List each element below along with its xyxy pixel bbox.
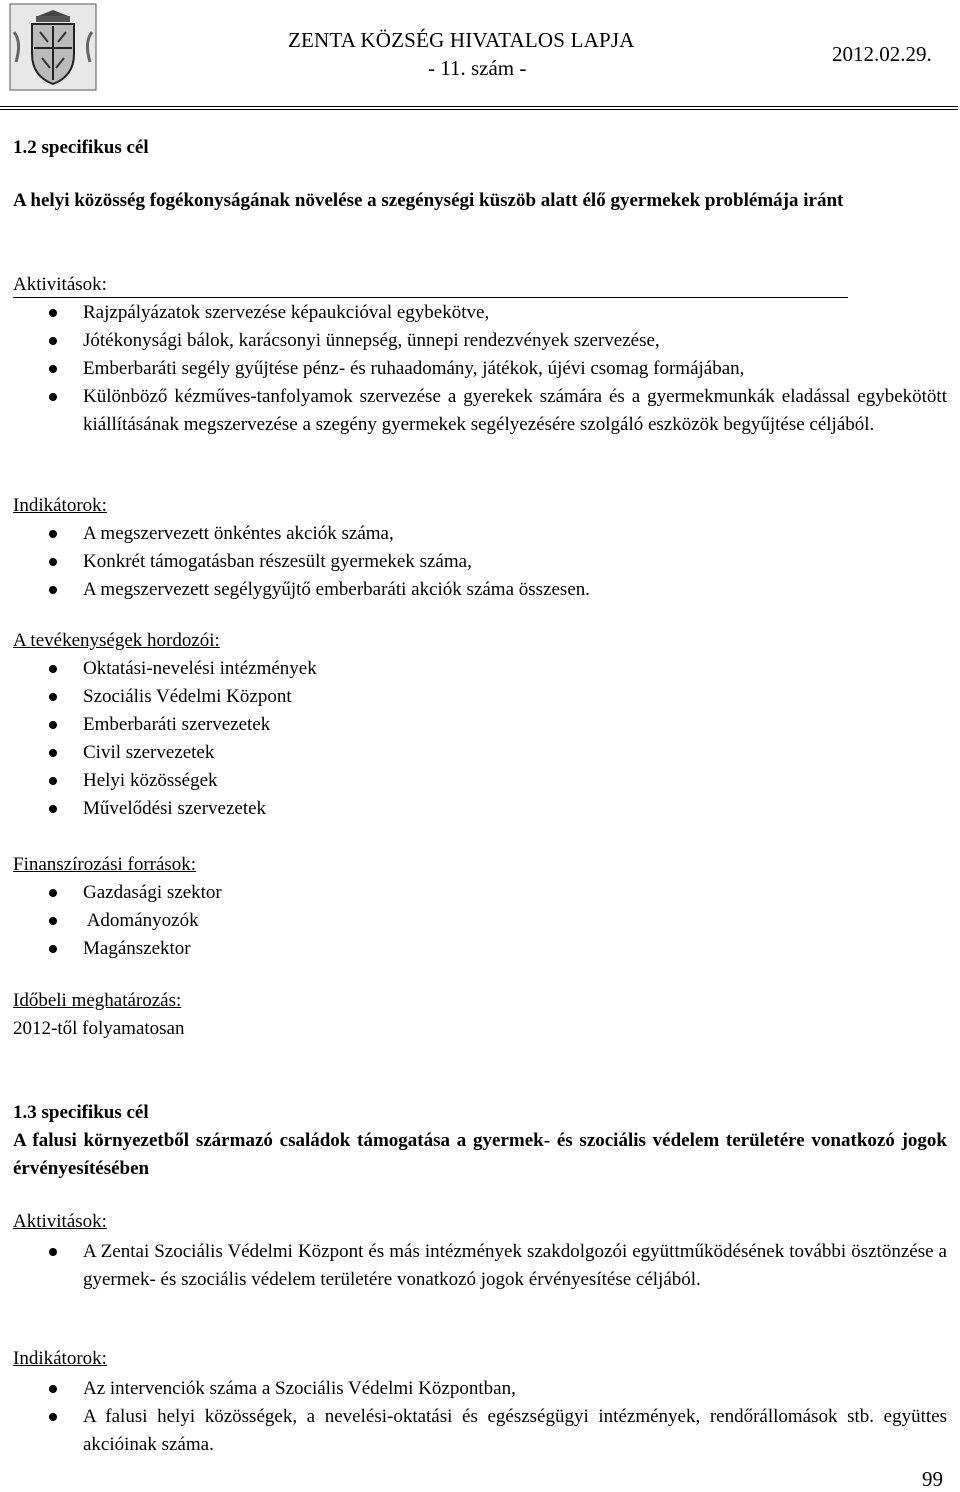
section-1-2-goal: A helyi közösség fogékonyságának növelése a szegénységi küszöb alatt élő gyermekek problémája iránt xyxy=(13,190,844,211)
indicators-label: Indikátorok: xyxy=(13,1348,107,1369)
section-1-3-goal: A falusi környezetből származó családok támogatása a gyermek- és szociális védelem területére vonatkozó jogok érvényesítésében xyxy=(13,1130,947,1179)
list-item: A megszervezett segélygyűjtő emberbaráti akciók száma összesen. xyxy=(13,576,947,604)
section-1-2-activities xyxy=(13,271,947,439)
section-1-2-carriers xyxy=(13,627,947,823)
list-item: Különböző kézműves-tanfolyamok szervezése a gyerekek számára és a gyermekmunkák eladással egybekötött kiállításának megszervezése a szegény gyermekek segélyezésére szolgáló eszközök begyűjtése céljából. xyxy=(13,383,947,439)
list-item: Jótékonysági bálok, karácsonyi ünnepség, ünnepi rendezvények szervezése, xyxy=(13,327,947,355)
section-1-2-funding xyxy=(13,851,947,963)
coat-of-arms-icon xyxy=(6,2,100,92)
section-1-3-indicators xyxy=(13,1345,947,1459)
section-1-2-indicators xyxy=(13,492,947,604)
funding-list xyxy=(13,879,947,963)
header-date: 2012.02.29. xyxy=(832,42,932,66)
list-item: Oktatási-nevelési intézmények xyxy=(13,655,947,683)
list-item: Magánszektor xyxy=(13,935,947,963)
list-item: Civil szervezetek xyxy=(13,739,947,767)
list-item: Emberbaráti szervezetek xyxy=(13,711,947,739)
indicators-list xyxy=(13,1375,947,1459)
page-number: 99 xyxy=(922,1467,943,1491)
list-item: Emberbaráti segély gyűjtése pénz- és ruhaadomány, játékok, újévi csomag formájában, xyxy=(13,355,947,383)
section-1-3-heading: 1.3 specifikus cél xyxy=(13,1102,149,1123)
list-item: Szociális Védelmi Központ xyxy=(13,683,947,711)
funding-label: Finanszírozási források: xyxy=(13,854,197,875)
indicators-label: Indikátorok: xyxy=(13,495,107,516)
header-issue: - 11. szám - xyxy=(428,56,527,80)
section-1-2-heading: 1.2 specifikus cél xyxy=(13,137,149,158)
activities-label: Aktivitások: xyxy=(13,273,848,298)
header-rule xyxy=(0,106,958,110)
list-item: Az intervenciók száma a Szociális Védelmi Központban, xyxy=(13,1375,947,1403)
activities-list xyxy=(13,299,947,439)
list-item: A megszervezett önkéntes akciók száma, xyxy=(13,520,947,548)
timing-label: Időbeli meghatározás: xyxy=(13,990,182,1011)
carriers-label: A tevékenységek hordozói: xyxy=(13,630,220,651)
list-item: Rajzpályázatok szervezése képaukcióval egybekötve, xyxy=(13,299,947,327)
activities-label: Aktivitások: xyxy=(13,1211,107,1232)
list-item: Adományozók xyxy=(13,907,947,935)
list-item: A falusi helyi közösségek, a nevelési-oktatási és egészségügyi intézmények, rendőrállomások stb. együttes akcióinak száma. xyxy=(13,1403,947,1459)
list-item: Helyi közösségek xyxy=(13,767,947,795)
list-item: A Zentai Szociális Védelmi Központ és más intézmények szakdolgozói együttműködésének további ösztönzése a gyermek- és szociális védelem területére vonatkozó jogok érvényesítése céljából. xyxy=(13,1238,947,1294)
carriers-list xyxy=(13,655,947,823)
list-item: Gazdasági szektor xyxy=(13,879,947,907)
list-item: Konkrét támogatásban részesült gyermekek száma, xyxy=(13,548,947,576)
timing-value: 2012-től folyamatosan xyxy=(13,1018,185,1039)
header-title: ZENTA KÖZSÉG HIVATALOS LAPJA xyxy=(288,28,635,52)
list-item: Művelődési szervezetek xyxy=(13,795,947,823)
indicators-list xyxy=(13,520,947,604)
activities-list xyxy=(13,1238,947,1294)
section-1-3-activities xyxy=(13,1208,947,1294)
section-1-2-timing xyxy=(13,987,947,1043)
